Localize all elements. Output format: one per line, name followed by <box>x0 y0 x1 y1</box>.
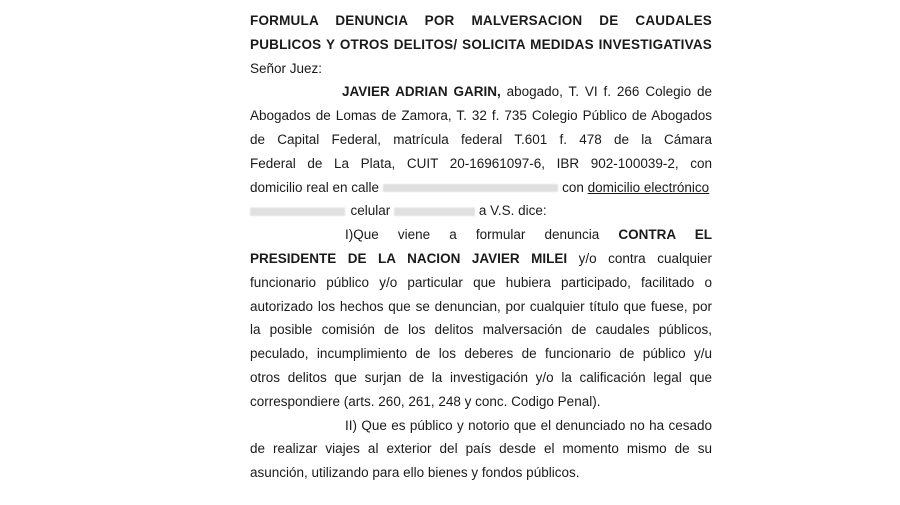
section-1-line-6: peculado, incumplimiento de los deberes de funcionario de público y/u <box>250 346 712 362</box>
electronic-address-label: domicilio electrónico <box>587 179 710 195</box>
section-1-line-7: otros delitos que surjan de la investigación y/o la calificación legal que <box>250 369 712 385</box>
intro-con: con <box>562 179 584 195</box>
section-1-line-4: autorizado los hechos que se denuncian, por cualquier título que fuese, por <box>250 298 712 314</box>
intro-line-5 <box>250 176 712 200</box>
document-title-line-1: FORMULA DENUNCIA POR MALVERSACION DE CAUDALES <box>250 13 712 28</box>
intro-line-6 <box>250 199 712 223</box>
intro-line-3: de Capital Federal, matrícula federal T.601 f. 478 de la Cámara <box>250 131 712 147</box>
section-1-line-1 <box>250 223 712 247</box>
section-2-line-3: asunción, utilizando para ello bienes y fondos públicos. <box>250 465 580 481</box>
section-2-line-1: II) Que es público y notorio que el denunciado no ha cesado <box>345 417 712 433</box>
salutation: Señor Juez: <box>250 60 323 76</box>
redacted-address <box>383 176 559 200</box>
phone-label: celular <box>350 203 391 219</box>
section-1-line-3: funcionario público y/o particular que hubiera participado, facilitado o <box>250 274 712 290</box>
section-1-line-5: la posible comisión de los delitos malversación de caudales públicos, <box>250 322 712 338</box>
intro-line-2: Abogados de Lomas de Zamora, T. 32 f. 735 Colegio Público de Abogados <box>250 108 712 124</box>
accused-name: PRESIDENTE DE LA NACION JAVIER MILEI <box>250 250 568 266</box>
intro-line-1 <box>250 80 712 104</box>
intro-line-4: Federal de La Plata, CUIT 20-16961097-6, IBR 902-100039-2, con <box>250 155 712 171</box>
complainant-name: JAVIER ADRIAN GARIN, <box>342 84 501 100</box>
intro-closing: a V.S. dice: <box>478 203 547 219</box>
section-1-line-2-rest: y/o contra cualquier <box>578 250 712 266</box>
section-1-heading: I)Que viene a formular denuncia <box>345 227 600 243</box>
complaint-document <box>250 9 712 485</box>
section-1-line-2 <box>250 247 712 271</box>
section-2-line-2: de realizar viajes al exterior del país desde el momento mismo de su <box>250 441 712 457</box>
redacted-phone <box>394 199 475 223</box>
section-1-line-8: correspondiere (arts. 260, 261, 248 y conc. Codigo Penal). <box>250 393 601 409</box>
document-title-line-2: PUBLICOS Y OTROS DELITOS/ SOLICITA MEDIDAS INVESTIGATIVAS <box>250 36 712 52</box>
section-1-target: CONTRA EL <box>618 227 712 243</box>
address-label: domicilio real en calle <box>250 179 380 195</box>
redacted-electronic-address <box>250 199 345 223</box>
intro-credentials: abogado, T. VI f. 266 Colegio de <box>506 84 712 100</box>
